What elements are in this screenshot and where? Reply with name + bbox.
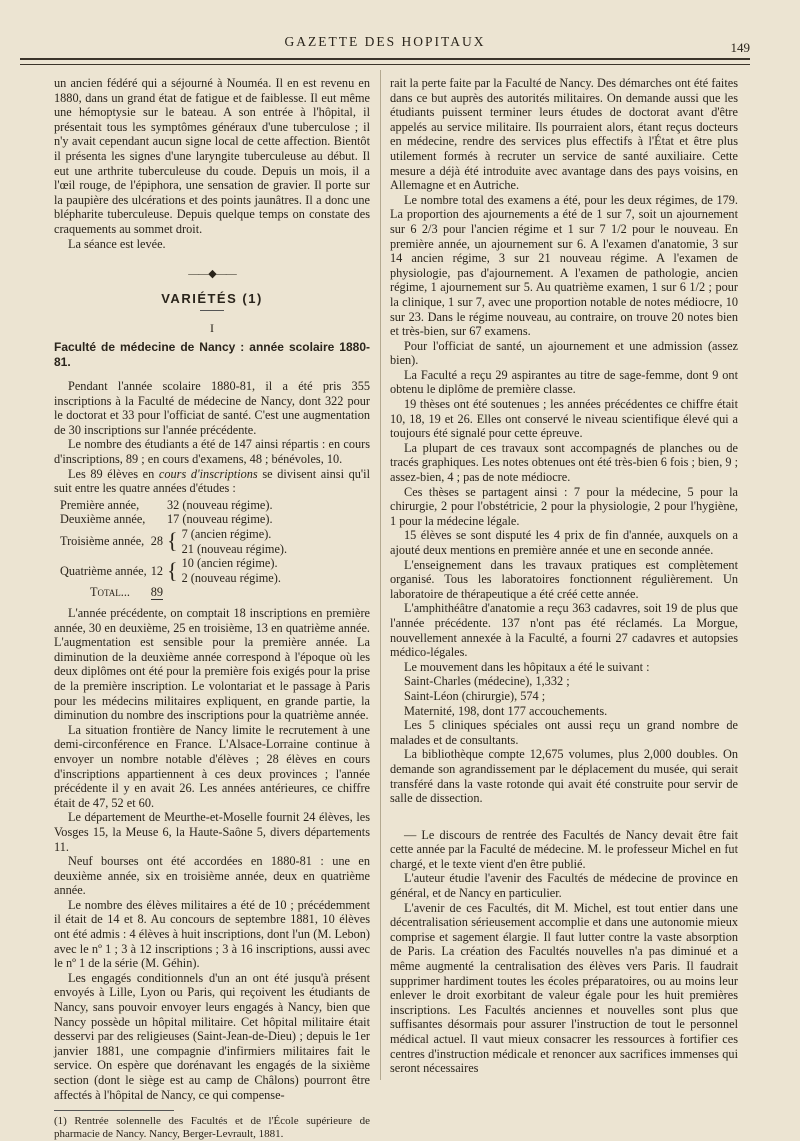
year-sub: 2 (nouveau régime). <box>181 570 281 585</box>
paragraph: La plupart de ces travaux sont accompagnés de planches ou de tracés graphiques. Les notes obtenues ont été très-bien 6 fois ; bien, 9 ; assez-bien, 4 ; pas de note médiocre. <box>390 440 738 485</box>
paragraph: La situation frontière de Nancy limite le recrutement à une demi-circonférence en France. L'Alsace-Lorraine continue à envoyer un nombre notable d'élèves ; 28 élèves en cours d'inscriptions appartiennent à ces deux provinces ; l'année précédente il y en avait 26. Les années antérieures, ce chiffre était de 47, 52 et 60. <box>54 722 370 810</box>
year-value: 32 (nouveau régime). <box>167 497 273 512</box>
paragraph: Le nombre des étudiants a été de 147 ainsi répartis : en cours d'inscriptions, 89 ; en cours d'examens, 48 ; bénévoles, 10. <box>54 437 370 467</box>
paragraph: La Faculté a reçu 29 aspirantes au titre de sage-femme, dont 9 ont obtenu le diplôme de première classe. <box>390 367 738 397</box>
year-label: Première année, <box>60 497 140 512</box>
table-row <box>60 556 291 571</box>
paragraph: Le nombre total des examens a été, pour les deux régimes, de 179. La proportion des ajournements a été de 1 sur 7, soit un ajournement sur 6 2/3 pour l'ancien régime et 1 sur 7 1/2 pour le nouveau. En première année, un ajournement sur 6. A l'examen d'anatomie, 3 sur 14 ancien régime, 3 sur 21 nouveau régime. A l'examen de physiologie, pas d'ajournement. A l'examen de pathologie, ancien régime, 1 ajournement sur 5. Au quatrième examen, 1 sur 6 1/2 ; pour la clinique, 1 sur 7, avec une proportion notable de notes médiocre, 10 sur 23. Dans le régime nouveau, au contraire, on trouve 20 notes bien et très-bien, sur 67 examens. <box>390 192 738 339</box>
paragraph: un ancien fédéré qui a séjourné à Nouméa. Il en est revenu en 1880, dans un grand état de fatigue et de faiblesse. Il eut même une hémoptysie sur le bateau. A son entrée à l'hôpital, il présentait tous les symptômes généraux d'une tuberculose ; il n'y avait cependant aucun signe local de cette affection. Bientôt il présenta les signes d'une laryngite tuberculeuse au début. Il eut une arthrite tuberculeuse du coude. Depuis un mois, il a l'œil rouge, de l'épiphora, une sensation de gravier. Il porte sur la paupière des ulcérations et des points jaunâtres. Il a donc une blépharite tuberculeuse. Depuis quelque temps on constate des craquements au sommet droit. <box>54 76 370 236</box>
brace: { <box>167 557 178 583</box>
year-total: 12 <box>150 563 164 578</box>
paragraph: rait la perte faite par la Faculté de Nancy. Des démarches ont été faites dans ce but auprès des autorités militaires. On demande aussi que les étudiants puissent terminer leurs études de doctorat avant d'être appelés au service militaire. Ils pourraient alors, étant reçus docteurs en médecine, rendre des services plus effectifs à l'État et être plus utilement formés à recruter un service de santé auxiliaire. Cette mesure a déjà été introduite avec avantage dans des pays voisins, en Allemagne et en Autriche. <box>390 76 738 193</box>
paragraph: Le mouvement dans les hôpitaux a été le suivant : <box>404 659 650 674</box>
paragraph: Les engagés conditionnels d'un an ont été jusqu'à présent envoyés à Lille, Lyon ou Paris, qui reçoivent les étudiants de Nancy, sans pouvoir envoyer leurs engagés à Nancy, bien que Nancy possède un hôpital militaire. Cet hôpital militaire était desservi par des religieuses (Saint-Jean-de-Dieu) ; depuis le 1er janvier 1881, une compagnie d'infirmiers militaires fait le service. On espère que dorénavant les engagés de la sixième section (dont le siège est au camp de Châlons) pourront être affectés à l'hôpital de Nancy, ce qui compense- <box>54 970 370 1102</box>
page-number: 149 <box>730 40 750 55</box>
paragraph: Le département de Meurthe-et-Moselle fournit 24 élèves, les Vosges 15, la Meuse 6, la Haute-Saône 5, divers départements 11. <box>54 810 370 854</box>
paragraph: — Le discours de rentrée des Facultés de Nancy devait être fait cette année par la Faculté de médecine. M. le professeur Michel en fut chargé, et le texte vient d'en être publié. <box>390 827 738 871</box>
year-total: 28 <box>150 534 164 549</box>
running-title: GAZETTE DES HOPITAUX <box>284 34 486 49</box>
brace: { <box>167 528 178 554</box>
right-column <box>390 76 738 1076</box>
list-item: Saint-Charles (médecine), 1,332 ; <box>404 674 570 689</box>
paragraph: Pour l'officiat de santé, un ajournement et une admission (assez bien). <box>390 338 738 368</box>
paragraph: Les 5 cliniques spéciales ont aussi reçu un grand nombre de malades et de consultants. <box>390 718 738 747</box>
table-row <box>60 498 291 513</box>
paragraph: L'enseignement dans les travaux pratiques est complètement organisé. Tous les laboratoires fonctionnent régulièrement. Un laboratoire de thérapeutique a été créé cette année. <box>390 557 738 601</box>
paragraph: L'auteur étudie l'avenir des Facultés de médecine de province en général, et de Nancy en particulier. <box>390 871 738 901</box>
paragraph: Neuf bourses ont été accordées en 1880-81 : une en deuxième année, six en troisième année, deux en quatrième année. <box>54 854 370 898</box>
paragraph: 15 élèves se sont disputé les 4 prix de fin d'année, auxquels on a ajouté deux mentions en première année et une en seconde année. <box>390 528 738 557</box>
ornament-separator: ——◆—— <box>188 268 236 281</box>
small-rule <box>200 310 224 311</box>
table-row <box>60 512 291 527</box>
paragraph: Ces thèses se partagent ainsi : 7 pour la médecine, 5 pour la chirurgie, 2 pour l'obstétricie, 2 pour la physiologie, 2 pour l'hygiène, 1 pour la médecine légale. <box>390 484 738 528</box>
year-sub: 7 (ancien régime). <box>181 527 272 542</box>
spacer <box>390 806 738 828</box>
paragraph: L'année précédente, on comptait 18 inscriptions en première année, 30 en deuxième, 25 en troisième, 13 en quatrième année. L'augmentation est sensible pour la première année. La diminution de la deuxième année correspond à l'époque où les deux diplômes ont été pour la première fois exigés pour la prise de la première inscription. Le volontariat et le passage à Paris pour les médecins militaires expliquent, en grande partie, la diminution du nombre des inscriptions pour la quatrième année. <box>54 606 370 723</box>
paragraph: L'amphithéâtre d'anatomie a reçu 363 cadavres, soit 19 de plus que l'année précédente. 137 n'ont pas été réclamés. La Morgue, nouvellement annexée à la Faculté, a fourni 27 cadavres et autopsies médico-légales. <box>390 601 738 660</box>
paragraph: Le nombre des élèves militaires a été de 10 ; précédemment il était de 14 et 8. Au concours de septembre 1881, 10 élèves ont été admis : 4 élèves à huit inscriptions, dont l'un (M. Lebon) avec le nº 1 ; 3 à 12 inscriptions ; 3 à 16 inscriptions, aussi avec le nº 1 de la série (M. Géhin). <box>54 897 370 971</box>
article-title: Faculté de médecine de Nancy : année scolaire 1880-81. <box>54 339 370 369</box>
year-sub: 21 (nouveau régime). <box>181 541 288 556</box>
header-rule-thin <box>20 64 750 65</box>
section-title: VARIÉTÉS (1) <box>161 290 263 306</box>
left-column <box>54 76 370 1141</box>
year-label: Troisième année, <box>60 534 145 549</box>
year-label: Deuxième année, <box>60 512 146 527</box>
header-rule-thick <box>20 58 750 60</box>
list-item: Saint-Léon (chirurgie), 574 ; <box>404 688 546 703</box>
footnote-rule <box>54 1110 174 1111</box>
years-table <box>60 498 291 600</box>
total-value: 89 <box>150 585 164 600</box>
year-value: 17 (nouveau régime). <box>167 512 273 527</box>
paragraph: L'avenir de ces Facultés, dit M. Michel, est tout entier dans une décentralisation sérieusement accomplie et dans une autonomie mieux comprise et sagement élargie. Il faut lutter contre la vaste absorption de Paris. La création des Facultés nouvelles n'a pas diminué et a même augmenté la centralisation des élèves vers Paris. Il faudrait supprimer hardiment toutes les écoles préparatoires, ou au moins leur enlever le droit exorbitant de valeur égale pour les huit premières inscriptions. Les Facultés anciennes et nouvelles sont plus que suffisantes désormais pour assurer l'instruction de tout le personnel médical actuel. Il vaut mieux consacrer les ressources à fortifier ces centres d'instruction médicale et renoncer aux sacrifices immenses qui seront nécessaires <box>390 900 738 1076</box>
column-divider <box>380 70 381 1080</box>
article-number: I <box>210 321 214 336</box>
year-label: Quatrième année, <box>60 563 147 578</box>
table-row <box>60 585 291 600</box>
paragraph: Les 89 élèves en cours d'inscriptions se divisent ainsi qu'il suit entre les quatre années d'études : <box>54 466 370 496</box>
footnote: (1) Rentrée solennelle des Facultés et de l'École supérieure de pharmacie de Nancy. Nancy, Berger-Levrault, 1881. <box>54 1115 370 1141</box>
paragraph: 19 thèses ont été soutenues ; les années précédentes ce chiffre était 10, 18, 19 et 26. Elles ont conservé le niveau scientifique élevé qui a toujours été signalé pour cette épreuve. <box>390 397 738 441</box>
list-item: Maternité, 198, dont 177 accouchements. <box>404 703 608 718</box>
paragraph: La bibliothèque compte 12,675 volumes, plus 2,000 doubles. On demande son agrandissement par le déplacement du musée, qui serait transféré dans la vaste rotonde qui avait été construite pour servir de salle de dissection. <box>390 747 738 806</box>
total-label: Total... <box>90 585 131 600</box>
year-sub: 10 (ancien régime). <box>181 556 278 571</box>
paragraph: La séance est levée. <box>68 236 166 251</box>
table-row <box>60 527 291 542</box>
paragraph: Pendant l'année scolaire 1880-81, il a été pris 355 inscriptions à la Faculté de médecine de Nancy, dont 322 pour le doctorat et 33 pour l'officiat de santé. C'est une augmentation de 30 inscriptions sur l'année précédente. <box>54 379 370 437</box>
